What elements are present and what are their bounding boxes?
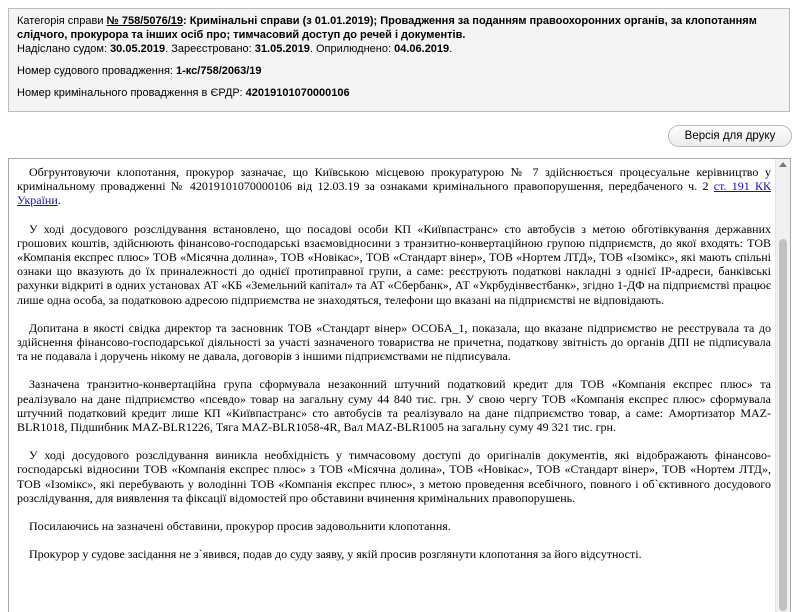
paragraph-2: У ході досудового розслідування встановлено, що посадові особи КП «Київпастранс» сто автобусів з метою обготівкування державних грошових коштів, здійснюють фінансово-господарські взаємовідносини з транзитно-конвертаційною групою підприємств, до якої входять: ТОВ «Компанія експрес плюс» ТОВ «Місячна долина», ТОВ «Новікас», ТОВ «Стандарт вінер», ТОВ «Нортем ЛТД», ТОВ «Ізомікс», які мають спільні ознаки що вказують до їх приналежності до однієї протиправної групи, а саме: реєструють податкові накладні з однієї IP-адреси, банківські рахунки відкриті в одних установах АТ «КБ «Земельний капітал» та АТ «Сбербанк», АТ «Укрбудінвестбанк», згідно 1-ДФ на підприємстві працює лише одна особа, за податковою адресою підприємства не знаходяться, телефони що вказані на підприємстві не відповідають. xyxy=(17,221,771,307)
published-label: Оприлюднено: xyxy=(315,43,392,55)
category-description: : Кримінальні справи (з 01.01.2019); Провадження за поданням правоохоронних органів, за клопотанням слідчого, прокурора та інших осіб про; тимчасовий доступ до речей і документів. xyxy=(17,15,757,41)
paragraph-7: Прокурор у судове засідання не з`явився, подав до суду заяву, у якій просив розглянути клопотання за його відсутності. xyxy=(29,547,642,562)
article-link[interactable]: ст. 191 КК України xyxy=(17,179,771,208)
case-dates: Надіслано судом: 30.05.2019. Зареєстровано: 31.05.2019. Оприлюднено: 04.06.2019. xyxy=(17,43,453,55)
court-case-value: 1-кс/758/2063/19 xyxy=(176,65,262,77)
registered-label: Зареєстровано: xyxy=(171,43,252,55)
scroll-up-arrow-icon[interactable] xyxy=(779,162,787,167)
criminal-case-number xyxy=(17,86,781,100)
sent-label: Надіслано судом: xyxy=(17,43,107,55)
criminal-case-label: Номер кримінального провадження в ЄРДР: xyxy=(17,87,243,99)
case-info-panel xyxy=(8,8,790,112)
document-frame xyxy=(8,158,791,612)
paragraph-1: Обгрунтовуючи клопотання, прокурор зазначає, що Київською місцевою прокуратурою № 7 здійснюється процесуальне керівництво у кримінальному провадженні № 42019101070000106 від 12.03.19 за ознаками кримінального правопорушення, передбаченого ч. 2 ст. 191 КК України. xyxy=(17,165,771,208)
criminal-case-value: 42019101070000106 xyxy=(245,87,350,99)
court-case-number xyxy=(17,64,781,78)
published-date: 04.06.2019 xyxy=(394,43,450,55)
document-text xyxy=(17,165,771,575)
vertical-scrollbar[interactable] xyxy=(775,159,790,612)
paragraph-3: Допитана в якості свідка директор та засновник ТОВ «Стандарт вінер» ОСОБА_1, показала, що вказане підприємство не реєструвала та до здійснення фінансово-господарської діяльності за участі зазначеного товариства не причетна, податкову звітність до органів ДПІ не підписувала та не подавала і доручень нікому не давала, договорів з іншими підприємствами не підписувала. xyxy=(17,320,771,364)
court-case-label: Номер судового провадження: xyxy=(17,65,173,77)
paragraph-5: У ході досудового розслідування виникла необхідність у тимчасовому доступі до оригіналів документів, які відображають фінансово-господарські відносини ТОВ «Компанія експрес плюс» з ТОВ «Місячна долина», ТОВ «Новікас», ТОВ «Стандарт вінер», ТОВ «Нортем ЛТД», ТОВ «Ізомікс», які перебувають у володінні ТОВ «Компанія експрес плюс», з метою проведення всебічного, повного і об`єктивного досудового розслідування, для виявлення та фіксації відомостей про обставини вчинення кримінальних правопорушень. xyxy=(17,448,771,505)
registered-date: 31.05.2019 xyxy=(254,43,310,55)
category-label: Категорія справи xyxy=(17,15,104,27)
sent-date: 30.05.2019 xyxy=(110,43,166,55)
paragraph-6: Посилаючись на зазначені обставини, прокурор просив задовольнити клопотання. xyxy=(29,519,451,534)
paragraph-4: Зазначена транзитно-конвертаційна група сформувала незаконний штучний податковий кредит для ТОВ «Компанія експрес плюс» та реалізувало на дане підприємство «псевдо» товар на загальну суму 44 840 тис. грн. У свою чергу ТОВ «Компанія експрес плюс» сформувала штучний податковий кредит лише КП «Київпастранс» сто автобусів та реалізувало на дане підприємство товар, а саме: Амортизатор MAZ-BLR1018, Підшибник MAZ-BLR1226, Тяга MAZ-BLR1058-4R, Вал MAZ-BLR1005 на загальну суму 49 321 тис. грн. xyxy=(17,377,771,435)
case-category xyxy=(17,14,781,42)
scrollbar-thumb[interactable] xyxy=(779,239,787,611)
case-number-link[interactable]: № 758/5076/19 xyxy=(106,15,184,27)
print-version-button[interactable]: Версія для друку xyxy=(668,125,792,147)
